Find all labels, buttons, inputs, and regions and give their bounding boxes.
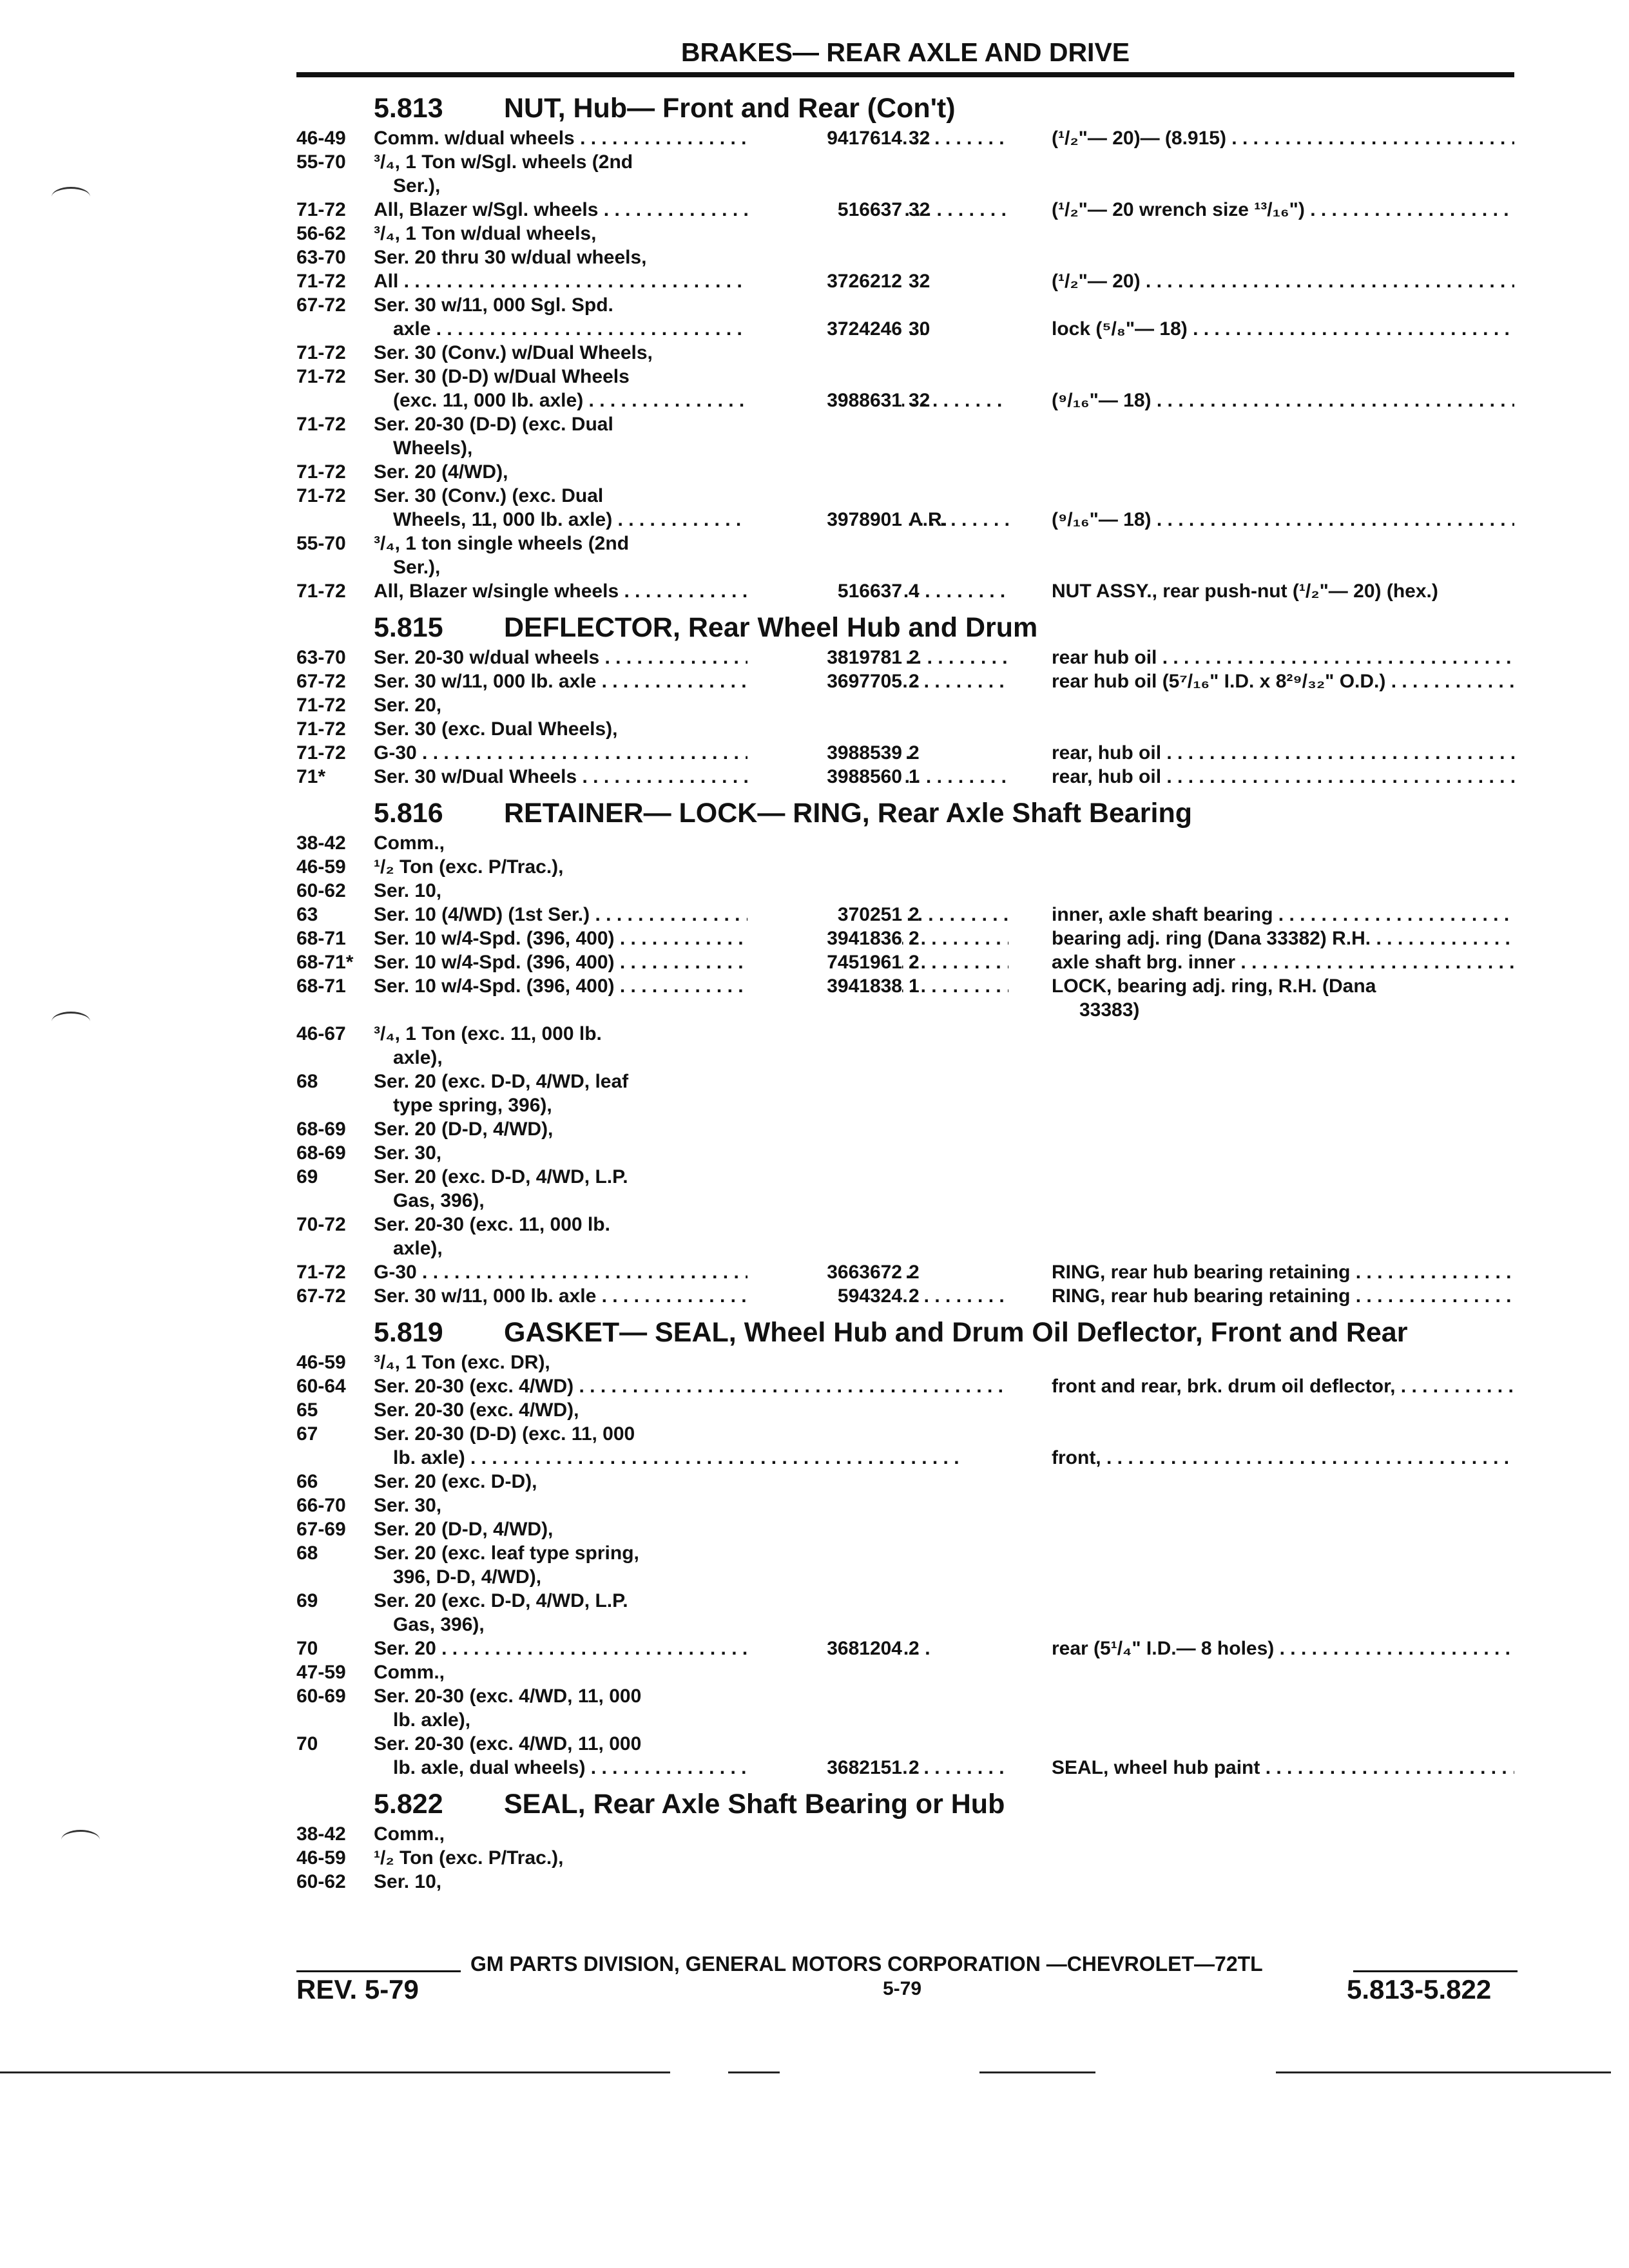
table-row — [296, 126, 1521, 150]
table-row — [296, 222, 1521, 245]
application-description: Ser. 20-30 w/dual wheels . . . — [374, 647, 1008, 669]
application-description: Ser. 10 (4/WD) (1st Ser.) . . . — [374, 904, 1008, 926]
part-number: 3941838 — [747, 975, 902, 997]
section-rows — [296, 1822, 1521, 1894]
application-description: lb. axle, dual wheels) . . . — [393, 1757, 1008, 1779]
footer-corporation: GM PARTS DIVISION, GENERAL MOTORS CORPORATION —CHEVROLET—72TL — [470, 1952, 1263, 1975]
part-number: 3941836 — [747, 928, 902, 950]
application-description: Ser.), — [393, 175, 441, 197]
table-row — [296, 903, 1521, 927]
part-number: 3988560 — [747, 766, 902, 788]
part-number: 3988539 — [747, 742, 902, 764]
table-row — [296, 1141, 1521, 1165]
model-years: 71-72 — [296, 485, 346, 506]
part-note: rear, hub oil . . . — [1052, 766, 1514, 788]
model-years: 67-72 — [296, 294, 346, 316]
part-number: 594324 — [747, 1285, 902, 1307]
table-row — [296, 1374, 1521, 1398]
model-years: 68-71* — [296, 952, 354, 973]
application-description: Ser. 20-30 (exc. 4/WD) . . . — [374, 1376, 1008, 1398]
quantity: 2 — [909, 1262, 920, 1283]
quantity: 2 — [909, 647, 920, 668]
table-row — [296, 245, 1521, 269]
part-note: rear hub oil (5⁷/₁₆" I.D. x 8²⁹/₃₂" O.D.) . . . — [1052, 671, 1514, 693]
table-row — [296, 365, 1521, 389]
section-code: 5.815 — [374, 612, 443, 643]
part-note: 33383) — [1079, 999, 1140, 1021]
application-description: Ser. 20 thru 30 w/dual wheels, — [374, 247, 647, 268]
table-row — [296, 1093, 1521, 1117]
part-note: bearing adj. ring (Dana 33382) R.H. . . . — [1052, 928, 1514, 950]
quantity: 1 — [909, 766, 920, 787]
part-note: (⁹/₁₆"— 18) . . . — [1052, 509, 1514, 531]
table-row — [296, 1422, 1521, 1446]
application-description: 396, D-D, 4/WD), — [393, 1566, 542, 1588]
table-row — [296, 293, 1521, 317]
section-title: SEAL, Rear Axle Shaft Bearing or Hub — [504, 1789, 1005, 1820]
model-years: 71-72 — [296, 414, 346, 435]
table-row — [296, 460, 1521, 484]
section-header — [296, 1782, 1521, 1822]
application-description: Ser.), — [393, 557, 441, 578]
model-years: 46-59 — [296, 856, 346, 878]
table-row — [296, 1637, 1521, 1660]
table-row — [296, 1070, 1521, 1093]
part-number: 3663672 — [747, 1262, 902, 1283]
application-description: All, Blazer w/Sgl. wheels . . . — [374, 199, 1008, 221]
model-years: 68-69 — [296, 1142, 346, 1164]
section-rows — [296, 1350, 1521, 1780]
table-row — [296, 579, 1521, 603]
application-description: Ser. 20 (exc. D-D), — [374, 1471, 537, 1492]
section-title: RETAINER— LOCK— RING, Rear Axle Shaft Bearing — [504, 798, 1192, 829]
application-description: Ser. 20 (4/WD), — [374, 461, 508, 483]
table-row — [296, 1494, 1521, 1517]
table-row — [296, 532, 1521, 555]
table-row — [296, 1470, 1521, 1494]
footer-rule-right — [1353, 1970, 1518, 1972]
application-description: Ser. 30 (Conv.) w/Dual Wheels, — [374, 342, 653, 363]
punch-hole-mark — [52, 1012, 90, 1032]
model-years: 68-71 — [296, 928, 346, 949]
application-description: Ser. 10, — [374, 1871, 442, 1892]
section-rows — [296, 126, 1521, 603]
application-description: Ser. 20 (exc. D-D, 4/WD, L.P. — [374, 1590, 628, 1611]
part-note: rear, hub oil . . . — [1052, 742, 1514, 764]
application-description: Ser. 20-30 (exc. 4/WD, 11, 000 — [374, 1733, 642, 1754]
application-description: lb. axle), — [393, 1709, 471, 1731]
model-years: 71-72 — [296, 342, 346, 363]
application-description: Ser. 20-30 (exc. 11, 000 lb. — [374, 1214, 610, 1235]
section-header — [296, 606, 1521, 646]
application-description: Gas, 396), — [393, 1614, 485, 1635]
page-header: BRAKES— REAR AXLE AND DRIVE — [680, 37, 1130, 67]
table-row — [296, 1846, 1521, 1870]
section-code: 5.822 — [374, 1789, 443, 1820]
part-note: (¹/₂"— 20 wrench size ¹³/₁₆") . . . — [1052, 199, 1514, 221]
model-years: 71-72 — [296, 199, 346, 220]
section-code: 5.813 — [374, 93, 443, 124]
model-years: 67-69 — [296, 1519, 346, 1540]
application-description: ¹/₂ Ton (exc. P/Trac.), — [374, 1847, 564, 1869]
part-note: lock (⁵/₈"— 18) . . . — [1052, 318, 1514, 340]
table-row — [296, 1589, 1521, 1613]
application-description: Ser. 10 w/4-Spd. (396, 400) . . . — [374, 952, 1008, 974]
model-years: 70 — [296, 1638, 318, 1659]
model-years: 60-64 — [296, 1376, 346, 1397]
table-row — [296, 1870, 1521, 1894]
application-description: lb. axle) . . . — [393, 1447, 1008, 1469]
model-years: 71-72 — [296, 366, 346, 387]
table-row — [296, 1398, 1521, 1422]
application-description: Ser. 20 (D-D, 4/WD), — [374, 1119, 554, 1140]
model-years: 69 — [296, 1166, 318, 1187]
table-row — [296, 436, 1521, 460]
model-years: 69 — [296, 1590, 318, 1611]
table-row — [296, 1708, 1521, 1732]
quantity: 2 — [909, 1638, 920, 1659]
application-description: Wheels, 11, 000 lb. axle) . . . — [393, 509, 1008, 531]
part-note: rear (5¹/₄" I.D.— 8 holes) . . . — [1052, 1638, 1514, 1660]
model-years: 38-42 — [296, 832, 346, 854]
table-row — [296, 1236, 1521, 1260]
model-years: 63-70 — [296, 647, 346, 668]
table-row — [296, 1446, 1521, 1470]
section-header — [296, 1311, 1521, 1350]
quantity: 32 — [909, 271, 930, 292]
application-description: Comm. w/dual wheels . . . — [374, 128, 1008, 149]
table-row — [296, 717, 1521, 741]
section-title: DEFLECTOR, Rear Wheel Hub and Drum — [504, 612, 1038, 643]
table-row — [296, 927, 1521, 950]
table-row — [296, 389, 1521, 412]
table-row — [296, 1117, 1521, 1141]
application-description: Ser. 10 w/4-Spd. (396, 400) . . . — [374, 928, 1008, 950]
application-description: All . . . — [374, 271, 1008, 293]
part-note: (¹/₂"— 20)— (8.915) . . . — [1052, 128, 1514, 149]
quantity: 4 — [909, 581, 920, 602]
section-rows — [296, 646, 1521, 789]
part-number: 516637 — [747, 199, 902, 221]
quantity: 30 — [909, 318, 930, 340]
application-description: All, Blazer w/single wheels . . . — [374, 581, 1008, 602]
table-row — [296, 693, 1521, 717]
application-description: axle . . . — [393, 318, 1008, 340]
application-description: Ser. 10, — [374, 880, 442, 901]
model-years: 71-72 — [296, 461, 346, 483]
section-title: GASKET— SEAL, Wheel Hub and Drum Oil Deflector, Front and Rear — [504, 1317, 1408, 1348]
model-years: 63-70 — [296, 247, 346, 268]
part-note: LOCK, bearing adj. ring, R.H. (Dana — [1052, 975, 1376, 997]
table-row — [296, 765, 1521, 789]
part-note: axle shaft brg. inner . . . — [1052, 952, 1514, 974]
table-row — [296, 341, 1521, 365]
application-description: Ser. 10 w/4-Spd. (396, 400) . . . — [374, 975, 1008, 997]
part-number: 3726212 — [747, 271, 902, 293]
quantity: 32 — [909, 199, 930, 220]
application-description: ³/₄, 1 Ton (exc. 11, 000 lb. — [374, 1023, 602, 1044]
application-description: Ser. 20-30 (exc. 4/WD, 11, 000 — [374, 1686, 642, 1707]
quantity: 2 — [909, 928, 920, 949]
table-row — [296, 1284, 1521, 1308]
application-description: G-30 . . . — [374, 742, 1008, 764]
model-years: 68-69 — [296, 1119, 346, 1140]
model-years: 71* — [296, 766, 326, 787]
section-header — [296, 791, 1521, 831]
scan-edge-line — [1276, 2071, 1611, 2073]
application-description: Ser. 30 w/11, 000 lb. axle . . . — [374, 1285, 1008, 1307]
table-row — [296, 646, 1521, 669]
scan-edge-line — [728, 2071, 780, 2073]
part-number: 370251 — [747, 904, 902, 926]
model-years: 60-62 — [296, 880, 346, 901]
part-number: 7451961 — [747, 952, 902, 974]
section-code: 5.816 — [374, 798, 443, 829]
section-header — [296, 86, 1521, 126]
application-description: ³/₄, 1 Ton (exc. DR), — [374, 1352, 550, 1373]
model-years: 71-72 — [296, 695, 346, 716]
table-row — [296, 1660, 1521, 1684]
table-row — [296, 855, 1521, 879]
model-years: 56-62 — [296, 223, 346, 244]
table-row — [296, 1565, 1521, 1589]
table-row — [296, 1822, 1521, 1846]
table-row — [296, 269, 1521, 293]
table-row — [296, 1213, 1521, 1236]
model-years: 60-69 — [296, 1686, 346, 1707]
application-description: ³/₄, 1 ton single wheels (2nd — [374, 533, 630, 554]
part-number: 3697705 — [747, 671, 902, 693]
revision-label: REV. 5-79 — [296, 1974, 419, 2004]
part-note: rear hub oil . . . — [1052, 647, 1514, 669]
application-description: Ser. 30, — [374, 1142, 442, 1164]
table-row — [296, 1350, 1521, 1374]
part-note: RING, rear hub bearing retaining . . . — [1052, 1262, 1514, 1283]
application-description: Ser. 30 w/Dual Wheels . . . — [374, 766, 1008, 788]
table-row — [296, 950, 1521, 974]
model-years: 66-70 — [296, 1495, 346, 1516]
model-years: 46-59 — [296, 1847, 346, 1869]
application-description: Ser. 20 (D-D, 4/WD), — [374, 1519, 554, 1540]
table-row — [296, 198, 1521, 222]
model-years: 63 — [296, 904, 318, 925]
model-years: 55-70 — [296, 151, 346, 173]
model-years: 71-72 — [296, 718, 346, 740]
table-row — [296, 174, 1521, 198]
model-years: 67-72 — [296, 1285, 346, 1307]
model-years: 60-62 — [296, 1871, 346, 1892]
part-number: 3724246 — [747, 318, 902, 340]
punch-hole-mark — [52, 187, 90, 207]
section-code: 5.819 — [374, 1317, 443, 1348]
quantity: 32 — [909, 128, 930, 149]
part-number: 3681204 — [747, 1638, 902, 1660]
part-number: 516637 — [747, 581, 902, 602]
application-description: type spring, 396), — [393, 1095, 552, 1116]
table-row — [296, 998, 1521, 1022]
application-description: Ser. 20-30 (D-D) (exc. Dual — [374, 414, 613, 435]
table-row — [296, 1046, 1521, 1070]
application-description: ³/₄, 1 Ton w/Sgl. wheels (2nd — [374, 151, 633, 173]
table-row — [296, 741, 1521, 765]
part-note: RING, rear hub bearing retaining . . . — [1052, 1285, 1514, 1307]
application-description: Ser. 20 (exc. D-D, 4/WD, L.P. — [374, 1166, 628, 1187]
table-row — [296, 555, 1521, 579]
model-years: 46-59 — [296, 1352, 346, 1373]
table-row — [296, 412, 1521, 436]
application-description: Ser. 30 (Conv.) (exc. Dual — [374, 485, 604, 506]
application-description: Ser. 30 w/11, 000 Sgl. Spd. — [374, 294, 613, 316]
section-title: NUT, Hub— Front and Rear (Con't) — [504, 93, 956, 124]
application-description: Ser. 20 (exc. D-D, 4/WD, leaf — [374, 1071, 629, 1092]
table-row — [296, 1684, 1521, 1708]
table-row — [296, 1189, 1521, 1213]
part-note: front and rear, brk. drum oil deflector, . . . — [1052, 1376, 1514, 1398]
section-range: 5.813-5.822 — [1347, 1974, 1492, 2004]
application-description: Ser. 20-30 (exc. 4/WD), — [374, 1399, 579, 1421]
table-row — [296, 1541, 1521, 1565]
part-number: 3819781 — [747, 647, 902, 669]
table-row — [296, 1732, 1521, 1756]
punch-hole-mark — [61, 1830, 100, 1850]
model-years: 68-71 — [296, 975, 346, 997]
part-number: 3978901 — [747, 509, 902, 531]
part-note: NUT ASSY., rear push-nut (¹/₂"— 20) (hex.) — [1052, 581, 1438, 602]
table-row — [296, 1517, 1521, 1541]
part-note: SEAL, wheel hub paint . . . — [1052, 1757, 1514, 1779]
application-description: Comm., — [374, 832, 445, 854]
model-years: 38-42 — [296, 1823, 346, 1845]
quantity: 2 — [909, 1757, 920, 1778]
application-description: axle), — [393, 1238, 443, 1259]
application-description: Gas, 396), — [393, 1190, 485, 1211]
table-row — [296, 1165, 1521, 1189]
application-description: ¹/₂ Ton (exc. P/Trac.), — [374, 856, 564, 878]
section-rows — [296, 831, 1521, 1308]
application-description: axle), — [393, 1047, 443, 1068]
footer-rule-left — [296, 1970, 461, 1972]
quantity: 2 — [909, 671, 920, 692]
quantity: 2 — [909, 1285, 920, 1307]
quantity: 32 — [909, 390, 930, 411]
application-description: Comm., — [374, 1662, 445, 1683]
scan-edge-line — [979, 2071, 1095, 2073]
table-row — [296, 484, 1521, 508]
part-note: (⁹/₁₆"— 18) . . . — [1052, 390, 1514, 412]
application-description: Ser. 20, — [374, 695, 442, 716]
model-years: 67-72 — [296, 671, 346, 692]
parts-listing — [296, 84, 1521, 1894]
table-row — [296, 1756, 1521, 1780]
model-years: 68 — [296, 1542, 318, 1564]
table-row — [296, 508, 1521, 532]
part-note: (¹/₂"— 20) . . . — [1052, 271, 1514, 293]
part-number: 9417614 — [747, 128, 902, 149]
part-note: front, . . . — [1052, 1447, 1514, 1469]
table-row — [296, 879, 1521, 903]
part-note: inner, axle shaft bearing . . . — [1052, 904, 1514, 926]
model-years: 70-72 — [296, 1214, 346, 1235]
table-row — [296, 1260, 1521, 1284]
model-years: 68 — [296, 1071, 318, 1092]
quantity: 1 — [909, 975, 920, 997]
quantity: 2 — [909, 742, 920, 764]
application-description: Ser. 30 (exc. Dual Wheels), — [374, 718, 618, 740]
table-row — [296, 669, 1521, 693]
model-years: 66 — [296, 1471, 318, 1492]
part-number: 3988631 — [747, 390, 902, 412]
model-years: 70 — [296, 1733, 318, 1754]
quantity: 2 — [909, 904, 920, 925]
model-years: 65 — [296, 1399, 318, 1421]
application-description: Ser. 30 (D-D) w/Dual Wheels — [374, 366, 630, 387]
model-years: 47-59 — [296, 1662, 346, 1683]
part-number: 3682151 — [747, 1757, 902, 1779]
table-row — [296, 150, 1521, 174]
model-years: 55-70 — [296, 533, 346, 554]
application-description: (exc. 11, 000 lb. axle) . . . — [393, 390, 1008, 412]
page-number: 5-79 — [883, 1978, 922, 1999]
table-row — [296, 974, 1521, 998]
quantity: A.R. — [909, 509, 947, 530]
application-description: ³/₄, 1 Ton w/dual wheels, — [374, 223, 597, 244]
model-years: 71-72 — [296, 742, 346, 764]
application-description: Ser. 30 w/11, 000 lb. axle . . . — [374, 671, 1008, 693]
table-row — [296, 317, 1521, 341]
model-years: 71-72 — [296, 581, 346, 602]
application-description: Ser. 20-30 (D-D) (exc. 11, 000 — [374, 1423, 635, 1445]
header-rule — [296, 72, 1514, 77]
quantity: 2 — [909, 952, 920, 973]
application-description: Ser. 30, — [374, 1495, 442, 1516]
table-row — [296, 831, 1521, 855]
table-row — [296, 1613, 1521, 1637]
table-row — [296, 1022, 1521, 1046]
application-description: Ser. 20 (exc. leaf type spring, — [374, 1542, 639, 1564]
application-description: Ser. 20 . . . — [374, 1638, 1008, 1660]
application-description: Wheels), — [393, 437, 473, 459]
model-years: 46-67 — [296, 1023, 346, 1044]
scan-edge-line — [0, 2071, 670, 2073]
application-description: G-30 . . . — [374, 1262, 1008, 1283]
application-description: Comm., — [374, 1823, 445, 1845]
model-years: 67 — [296, 1423, 318, 1445]
model-years: 71-72 — [296, 271, 346, 292]
model-years: 71-72 — [296, 1262, 346, 1283]
model-years: 46-49 — [296, 128, 346, 149]
